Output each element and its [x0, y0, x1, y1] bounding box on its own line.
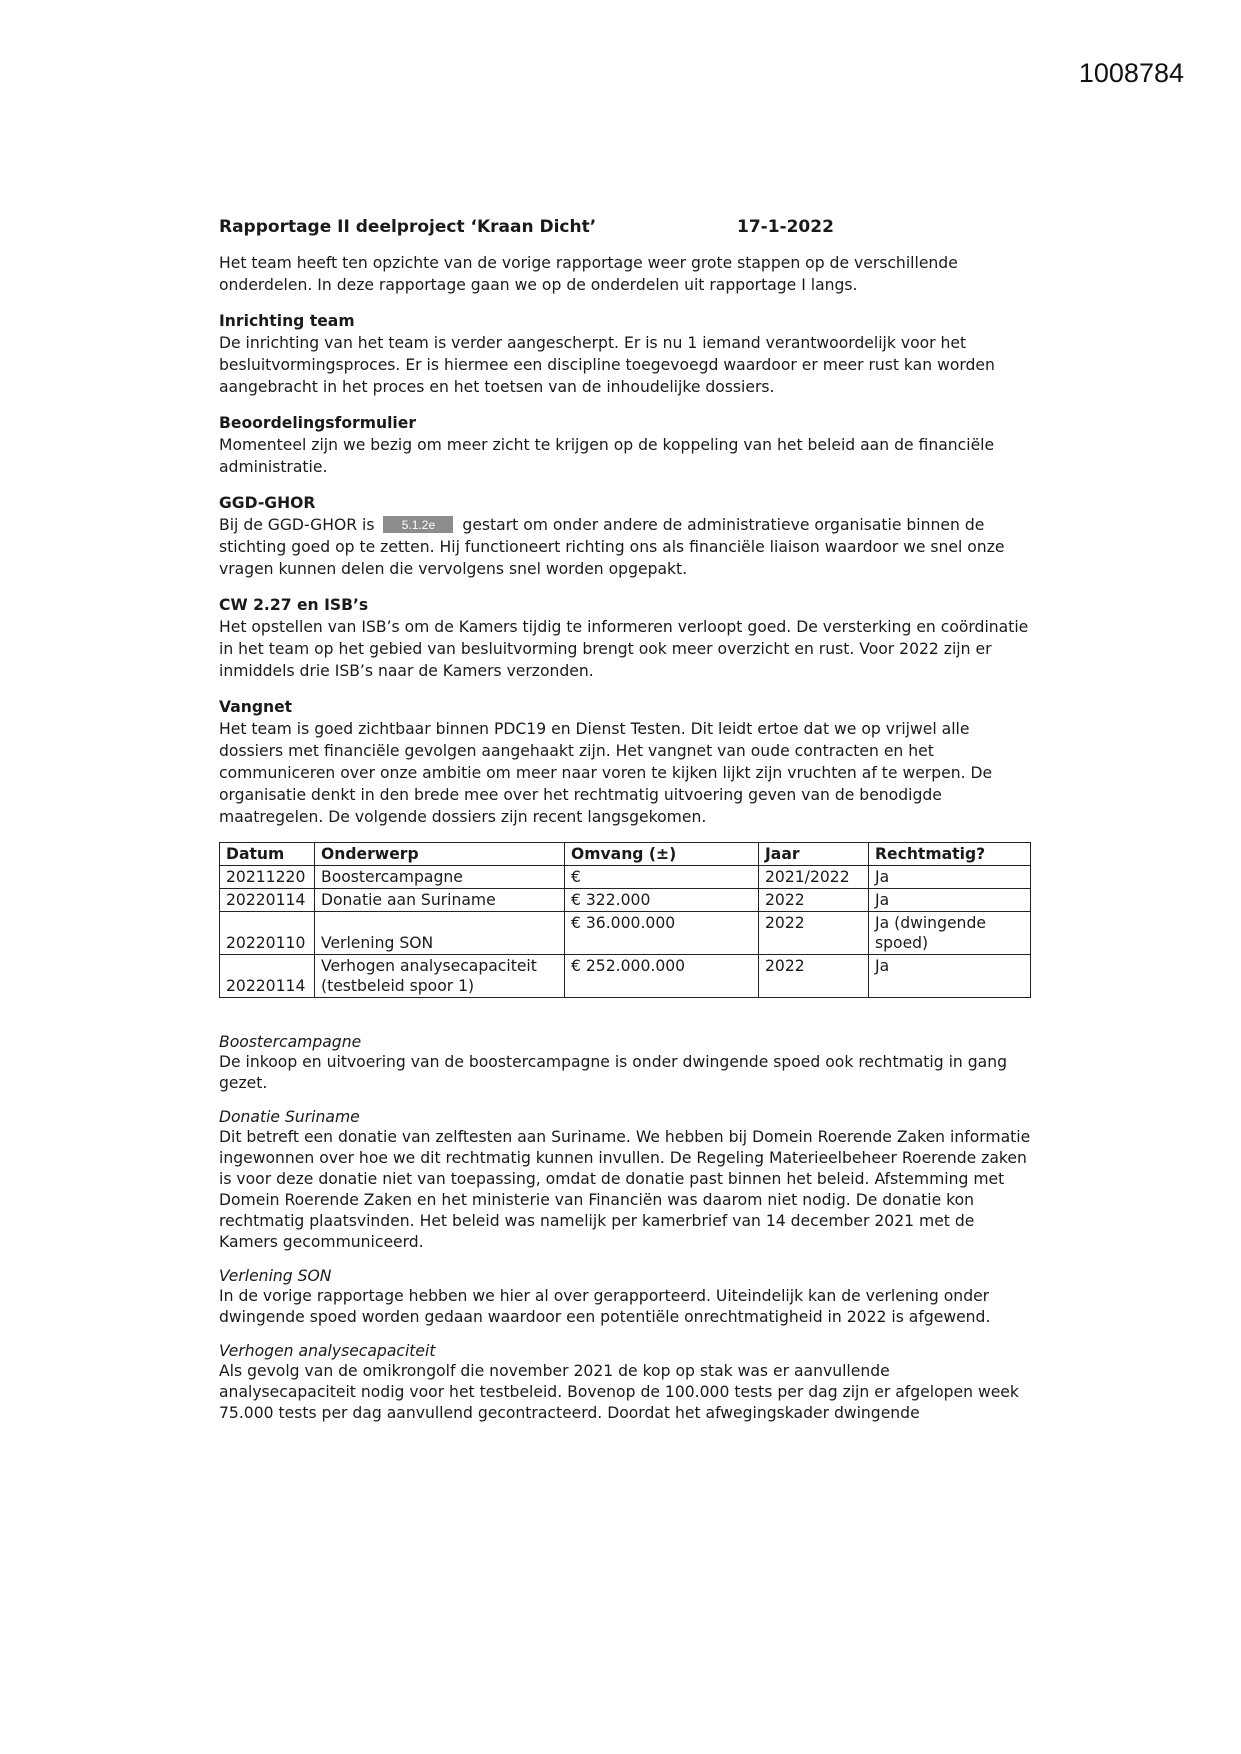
header-jaar: Jaar [759, 843, 869, 866]
report-header [219, 216, 1031, 238]
section-body: De inrichting van het team is verder aangescherpt. Er is nu 1 iemand verantwoordelijk voor het besluitvormingsproces. Er is hiermee een discipline toegevoegd waardoor er meer rust kan worden aangebracht in het proces en het toetsen van de inhoudelijke dossiers. [219, 334, 995, 396]
subsection-heading: Verlening SON [219, 1267, 332, 1285]
document-number: 1008784 [1078, 58, 1184, 88]
header-omvang: Omvang (±) [565, 843, 759, 866]
cell-datum: 20211220 [220, 866, 315, 889]
section-heading: Vangnet [219, 698, 293, 716]
report-page [219, 216, 1031, 1437]
cell-omvang: € 36.000.000 [565, 912, 759, 955]
subsection-donatie-suriname [219, 1107, 1031, 1253]
section-vangnet [219, 696, 1031, 828]
section-body [219, 514, 1031, 580]
table-row [220, 866, 1031, 889]
cell-omvang: € [565, 866, 759, 889]
subsection-verlening-son [219, 1266, 1031, 1328]
cell-jaar: 2021/2022 [759, 866, 869, 889]
table-row [220, 912, 1031, 955]
cell-rechtmatig: Ja [869, 866, 1031, 889]
section-beoordelingsformulier [219, 412, 1031, 478]
section-body: Het opstellen van ISB’s om de Kamers tijdig te informeren verloopt goed. De versterking en coördinatie in het team op het gebied van besluitvorming brengt ook meer overzicht en rust. Voor 2022 zijn er inmiddels drie ISB’s naar de Kamers verzonden. [219, 618, 1029, 680]
subsection-boostercampagne [219, 1032, 1031, 1094]
subsection-heading: Donatie Suriname [219, 1108, 360, 1126]
redaction-box: 5.1.2e [383, 516, 453, 533]
section-heading: Inrichting team [219, 312, 355, 330]
cell-omvang: € 252.000.000 [565, 955, 759, 998]
section-body: Momenteel zijn we bezig om meer zicht te krijgen op de koppeling van het beleid aan de financiële administratie. [219, 436, 995, 476]
section-body: Het team is goed zichtbaar binnen PDC19 en Dienst Testen. Dit leidt ertoe dat we op vrijwel alle dossiers met financiële gevolgen aangehaakt zijn. Het vangnet van oude contracten en het communiceren over onze ambitie om meer naar voren te kijken lijkt zijn vruchten af te werpen. De organisatie denkt in den brede mee over het rechtmatig uitvoering geven van de benodigde maatregelen. De volgende dossiers zijn recent langsgekomen. [219, 720, 993, 826]
section-body-after: gestart om onder andere de administratieve organisatie binnen de stichting goed op te zetten. Hij functioneert richting ons als financiële liaison waardoor we snel onze vragen kunnen delen die vervolgens snel worden opgepakt. [219, 516, 1005, 578]
subsection-heading: Boostercampagne [219, 1033, 362, 1051]
table-row [220, 889, 1031, 912]
intro-paragraph: Het team heeft ten opzichte van de vorige rapportage weer grote stappen op de verschillende onderdelen. In deze rapportage gaan we op de onderdelen uit rapportage I langs. [219, 254, 958, 294]
section-heading: CW 2.27 en ISB’s [219, 596, 369, 614]
cell-jaar: 2022 [759, 912, 869, 955]
cell-onderwerp: Verlening SON [315, 912, 565, 955]
section-body-before: Bij de GGD-GHOR is [219, 516, 375, 534]
section-inrichting-team [219, 310, 1031, 398]
cell-rechtmatig: Ja [869, 889, 1031, 912]
subsection-body: Dit betreft een donatie van zelftesten aan Suriname. We hebben bij Domein Roerende Zaken informatie ingewonnen over hoe we dit rechtmatig kunnen invullen. De Regeling Materieelbeheer Roerende zaken is voor deze donatie niet van toepassing, omdat de donatie past binnen het beleid. Afstemming met Domein Roerende Zaken en het ministerie van Financiën was daarom niet nodig. De donatie kon rechtmatig plaatsvinden. Het beleid was namelijk per kamerbrief van 14 december 2021 met de Kamers gecommuniceerd. [219, 1128, 1031, 1251]
subsection-body: Als gevolg van de omikrongolf die november 2021 de kop op stak was er aanvullende analysecapaciteit nodig voor het testbeleid. Bovenop de 100.000 tests per dag zijn er afgelopen week 75.000 tests per dag aanvullend gecontracteerd. Doordat het afwegingskader dwingende [219, 1362, 1019, 1422]
header-datum: Datum [220, 843, 315, 866]
header-rechtmatig: Rechtmatig? [869, 843, 1031, 866]
subsection-body: De inkoop en uitvoering van de boostercampagne is onder dwingende spoed ook rechtmatig in gang gezet. [219, 1053, 1008, 1092]
cell-jaar: 2022 [759, 889, 869, 912]
section-heading: GGD-GHOR [219, 494, 316, 512]
cell-datum: 20220114 [220, 889, 315, 912]
section-heading: Beoordelingsformulier [219, 414, 417, 432]
subsection-verhogen-analysecapaciteit [219, 1341, 1031, 1424]
section-cw-isb [219, 594, 1031, 682]
cell-onderwerp: Verhogen analysecapaciteit (testbeleid spoor 1) [315, 955, 565, 998]
cell-onderwerp: Boostercampagne [315, 866, 565, 889]
cell-rechtmatig: Ja [869, 955, 1031, 998]
cell-datum: 20220110 [220, 912, 315, 955]
table-row [220, 955, 1031, 998]
cell-rechtmatig: Ja (dwingende spoed) [869, 912, 1031, 955]
section-ggd-ghor [219, 492, 1031, 580]
report-date: 17-1-2022 [737, 217, 834, 237]
subsection-heading: Verhogen analysecapaciteit [219, 1342, 436, 1360]
subsection-body: In de vorige rapportage hebben we hier al over gerapporteerd. Uiteindelijk kan de verlening onder dwingende spoed worden gedaan waardoor een potentiële onrechtmatigheid in 2022 is afgewend. [219, 1287, 991, 1326]
cell-omvang: € 322.000 [565, 889, 759, 912]
cell-onderwerp: Donatie aan Suriname [315, 889, 565, 912]
cell-jaar: 2022 [759, 955, 869, 998]
dossier-table [219, 842, 1031, 998]
report-title: Rapportage II deelproject ‘Kraan Dicht’ [219, 217, 597, 237]
cell-datum: 20220114 [220, 955, 315, 998]
table-header-row [220, 843, 1031, 866]
header-onderwerp: Onderwerp [315, 843, 565, 866]
